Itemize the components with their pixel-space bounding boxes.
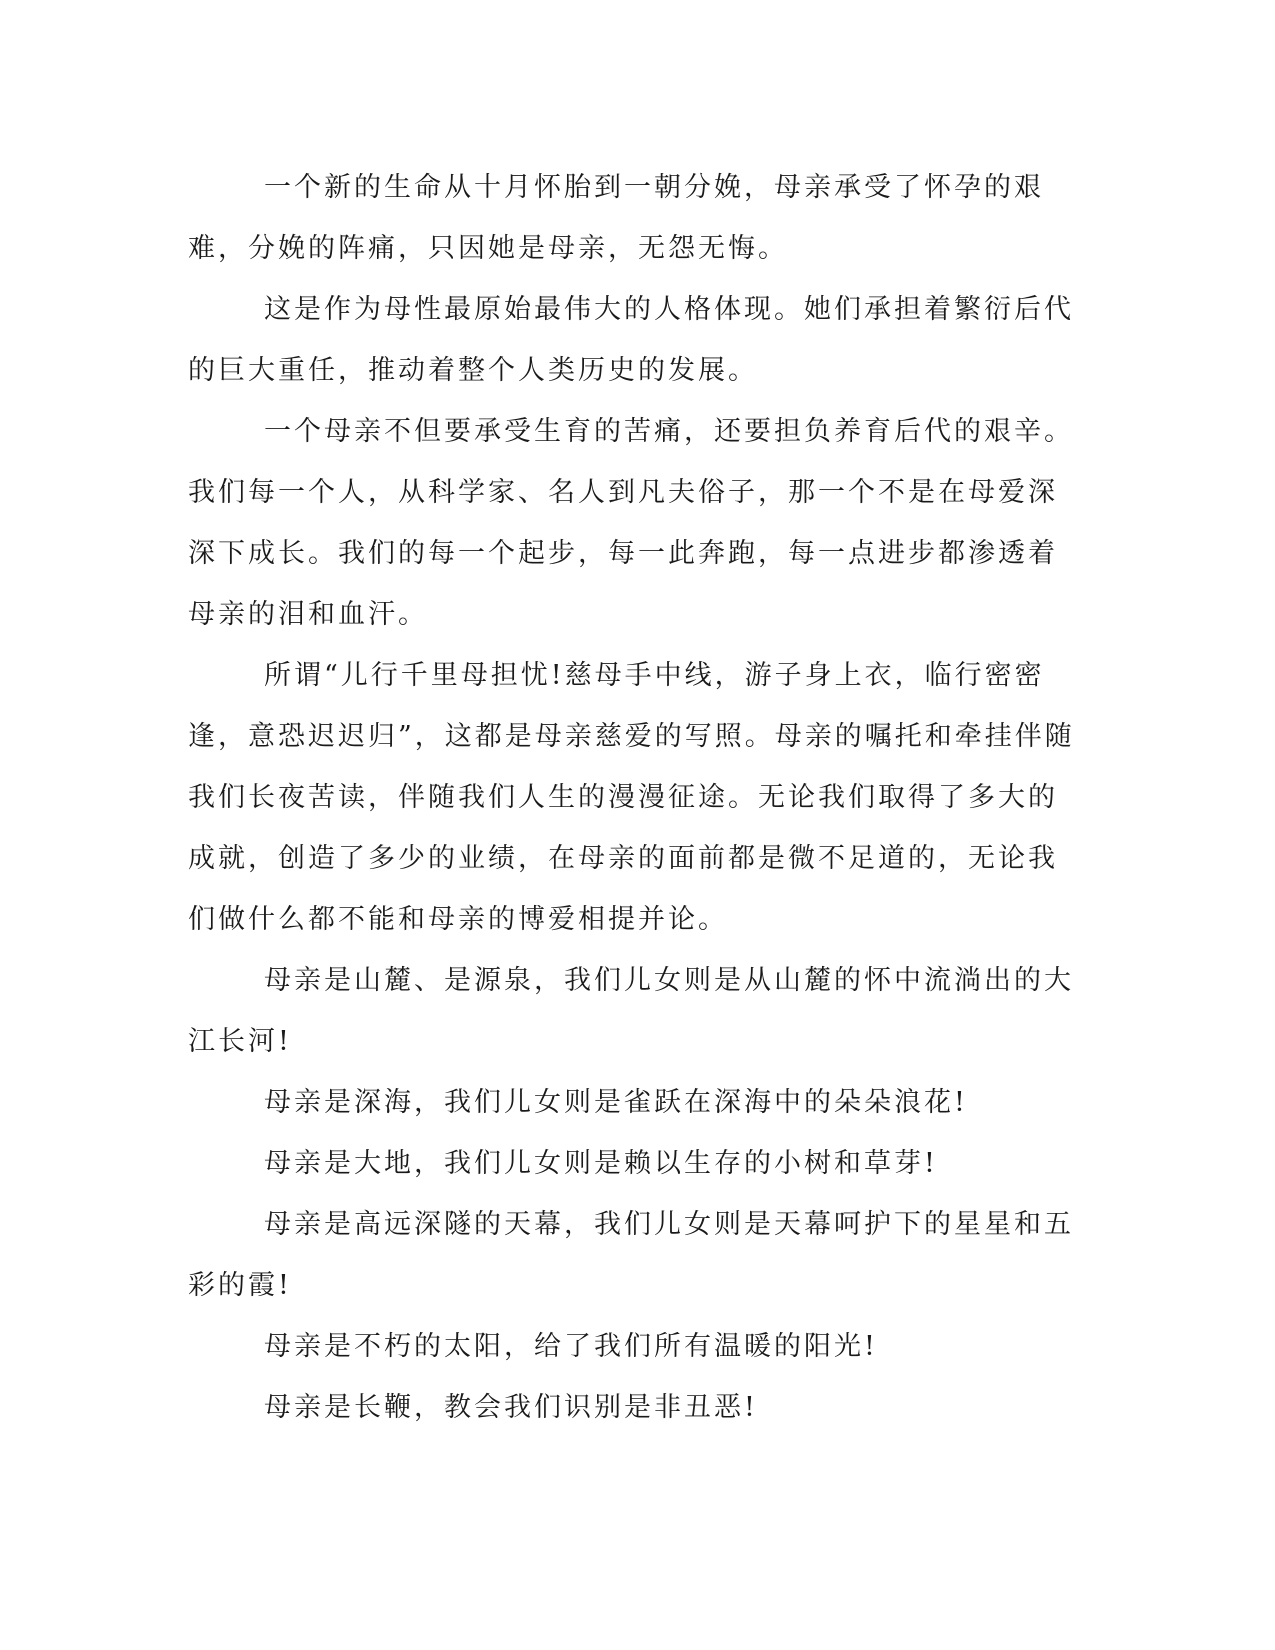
paragraph: 母亲是山麓、是源泉，我们儿女则是从山麓的怀中流淌出的大江长河! [188,965,1074,1057]
paragraph: 一个母亲不但要承受生育的苦痛，还要担负养育后代的艰辛。我们每一个人，从科学家、名人到凡夫俗子，那一个不是在母爱深深下成长。我们的每一个起步，每一此奔跑，每一点进步都渗透着母亲的泪和血汗。 [188,416,1074,630]
paragraph: 一个新的生命从十月怀胎到一朝分娩，母亲承受了怀孕的艰难，分娩的阵痛，只因她是母亲，无怨无悔。 [188,172,1044,264]
paragraph: 母亲是长鞭，教会我们识别是非丑恶! [264,1392,758,1423]
paragraph: 母亲是深海，我们儿女则是雀跃在深海中的朵朵浪花! [264,1087,968,1118]
paragraph: 母亲是高远深隧的天幕，我们儿女则是天幕呵护下的星星和五彩的霞! [188,1209,1074,1301]
paragraph: 母亲是大地，我们儿女则是赖以生存的小树和草芽! [264,1148,938,1179]
document-body [188,157,1083,1438]
paragraph: 所谓“儿行千里母担忧!慈母手中线，游子身上衣，临行密密逢，意恐迟迟归”，这都是母亲慈爱的写照。母亲的嘱托和牵挂伴随我们长夜苦读，伴随我们人生的漫漫征途。无论我们取得了多大的成就，创造了多少的业绩，在母亲的面前都是微不足道的，无论我们做什么都不能和母亲的博爱相提并论。 [188,660,1075,935]
paragraph: 这是作为母性最原始最伟大的人格体现。她们承担着繁衍后代的巨大重任，推动着整个人类历史的发展。 [188,294,1074,386]
paragraph: 母亲是不朽的太阳，给了我们所有温暖的阳光! [264,1331,878,1362]
